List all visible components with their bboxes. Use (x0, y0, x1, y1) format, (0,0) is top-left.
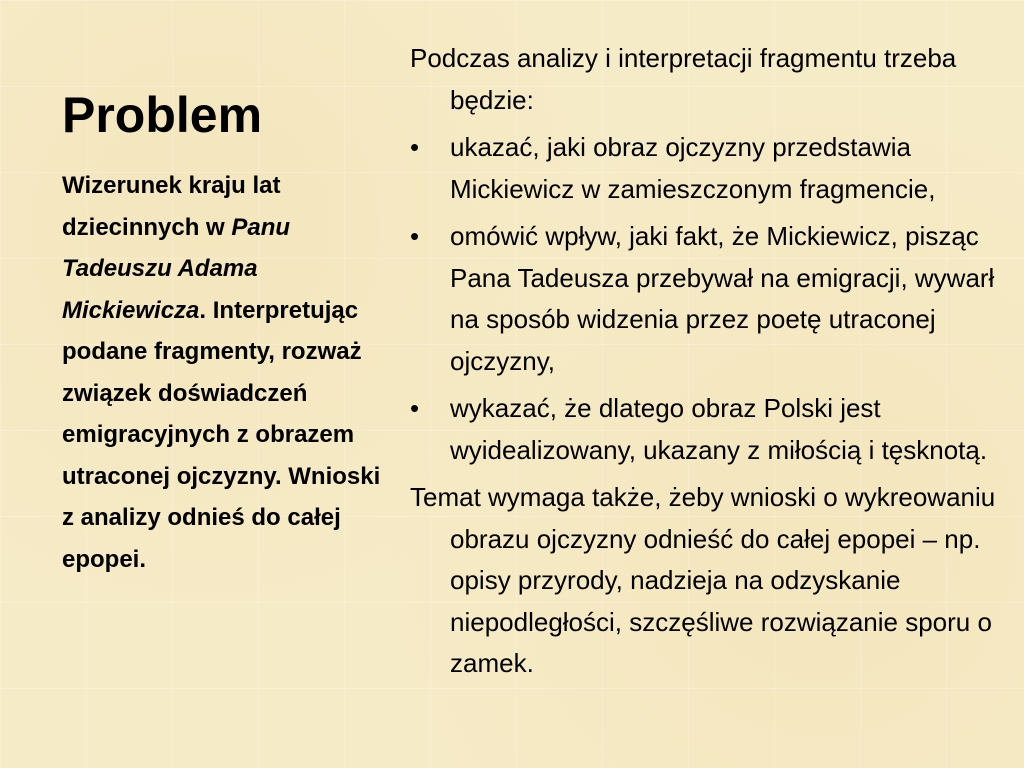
list-item-text: ukazać, jaki obraz ojczyzny przedstawia Mickiewicz w zamieszczonym fragmencie, (450, 132, 936, 204)
task-text-work-title: Panu Tadeuszu Adama Mickiewicza (62, 213, 291, 324)
intro-paragraph: Podczas analizy i interpretacji fragmentu trzeba będzie: (410, 43, 957, 115)
list-item-text: wykazać, że dlatego obraz Polski jest wyidealizowany, ukazany z miłością i tęsknotą. (450, 393, 988, 465)
left-panel (62, 88, 382, 580)
list-item (410, 216, 1010, 382)
outro-paragraph: Temat wymaga także, żeby wnioski o wykreowaniu obrazu ojczyzny odnieść do całej epopei – np. opisy przyrody, nadzieja na odzyskanie niepodległości, szczęśliwe rozwiązanie sporu o zamek. (410, 482, 996, 678)
task-statement (62, 165, 382, 580)
right-panel (410, 38, 1010, 685)
list-item (410, 127, 1010, 210)
task-text-part1: Wizerunek kraju lat dziecinnych w (62, 172, 281, 241)
slide-title: Problem (62, 87, 263, 143)
list-item (410, 388, 1010, 471)
task-text-part3: . Interpretując podane fragmenty, rozważ związek doświadczeń emigracyjnych z obrazem utraconej ojczyzny. Wnioski z analizy odnieś do całej epopei. (62, 296, 381, 573)
bullet-icon: • (410, 221, 420, 251)
list-item-text: omówić wpływ, jaki fakt, że Mickiewicz, pisząc Pana Tadeusza przebywał na emigracji, wywarł na sposób widzenia przez poetę utraconej ojczyzny, (450, 221, 995, 376)
bullet-icon: • (410, 393, 420, 423)
bullet-icon: • (410, 132, 420, 162)
bullet-list (410, 127, 1010, 471)
